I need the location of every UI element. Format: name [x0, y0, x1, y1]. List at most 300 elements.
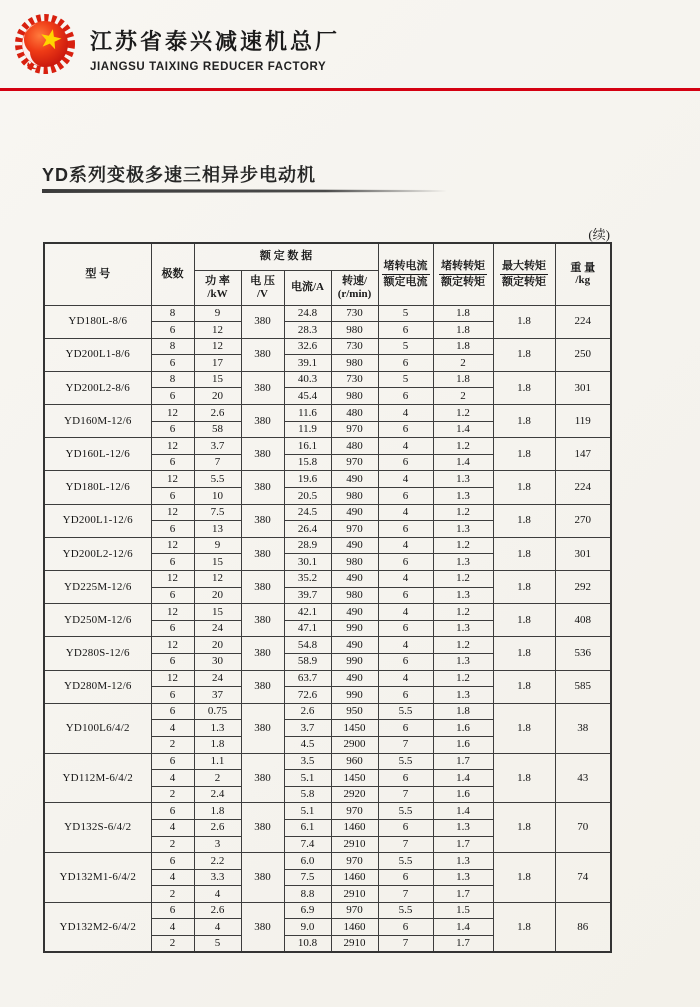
current-cell: 5.1	[284, 803, 331, 820]
locked-torque-ratio-cell: 1.2	[433, 537, 493, 554]
speed-cell: 2910	[331, 886, 378, 903]
voltage-cell: 380	[241, 604, 284, 637]
power-cell: 20	[194, 388, 241, 405]
header-poles: 极数	[151, 243, 194, 305]
locked-torque-ratio-cell: 1.2	[433, 637, 493, 654]
current-cell: 8.8	[284, 886, 331, 903]
power-cell: 15	[194, 371, 241, 388]
speed-cell: 1450	[331, 770, 378, 787]
model-cell: YD180L-12/6	[44, 471, 151, 504]
power-unit: /kW	[207, 287, 228, 300]
locked-torque-ratio-cell: 2	[433, 388, 493, 405]
max-torque-numerator: 最大转矩	[500, 260, 548, 275]
speed-cell: 980	[331, 554, 378, 571]
power-cell: 9	[194, 305, 241, 322]
voltage-cell: 380	[241, 571, 284, 604]
locked-current-ratio-cell: 4	[378, 405, 433, 422]
speed-cell: 970	[331, 421, 378, 438]
current-cell: 6.1	[284, 819, 331, 836]
power-cell: 7.5	[194, 504, 241, 521]
poles-cell: 6	[151, 521, 194, 538]
poles-cell: 12	[151, 438, 194, 455]
speed-cell: 490	[331, 571, 378, 588]
poles-cell: 4	[151, 919, 194, 936]
voltage-cell: 380	[241, 637, 284, 670]
locked-torque-ratio-cell: 1.7	[433, 753, 493, 770]
max-torque-cell: 1.8	[493, 305, 555, 338]
weight-cell: 250	[555, 338, 611, 371]
locked-torque-ratio-cell: 1.3	[433, 869, 493, 886]
power-cell: 2.6	[194, 405, 241, 422]
table-row	[44, 902, 611, 919]
locked-current-ratio-cell: 4	[378, 670, 433, 687]
locked-current-ratio-cell: 4	[378, 504, 433, 521]
max-torque-cell: 1.8	[493, 703, 555, 753]
locked-current-ratio-cell: 7	[378, 786, 433, 803]
weight-cell: 301	[555, 371, 611, 404]
speed-cell: 490	[331, 637, 378, 654]
weight-cell: 292	[555, 571, 611, 604]
weight-cell: 224	[555, 471, 611, 504]
header-model: 型 号	[44, 243, 151, 305]
page-title: YD系列变极多速三相异步电动机	[42, 165, 317, 185]
speed-cell: 480	[331, 405, 378, 422]
speed-cell: 990	[331, 687, 378, 704]
locked-current-denominator: 额定电流	[383, 275, 428, 288]
weight-cell: 74	[555, 853, 611, 903]
speed-cell: 490	[331, 670, 378, 687]
model-cell: YD280M-12/6	[44, 670, 151, 703]
power-cell: 15	[194, 604, 241, 621]
current-cell: 20.5	[284, 488, 331, 505]
poles-cell: 6	[151, 620, 194, 637]
power-cell: 24	[194, 670, 241, 687]
locked-current-ratio-cell: 6	[378, 454, 433, 471]
locked-current-ratio-cell: 5.5	[378, 753, 433, 770]
poles-cell: 12	[151, 604, 194, 621]
locked-current-ratio-cell: 4	[378, 471, 433, 488]
speed-cell: 970	[331, 803, 378, 820]
table-row	[44, 537, 611, 554]
current-cell: 54.8	[284, 637, 331, 654]
voltage-cell: 380	[241, 371, 284, 404]
current-cell: 30.1	[284, 554, 331, 571]
poles-cell: 4	[151, 720, 194, 737]
power-cell: 12	[194, 322, 241, 339]
locked-torque-ratio-cell: 1.2	[433, 604, 493, 621]
locked-torque-ratio-cell: 1.8	[433, 703, 493, 720]
model-cell: YD132M2-6/4/2	[44, 902, 151, 952]
current-cell: 39.7	[284, 587, 331, 604]
current-cell: 5.1	[284, 770, 331, 787]
current-cell: 40.3	[284, 371, 331, 388]
current-cell: 42.1	[284, 604, 331, 621]
locked-current-ratio-cell: 7	[378, 736, 433, 753]
voltage-cell: 380	[241, 803, 284, 853]
power-cell: 12	[194, 571, 241, 588]
model-cell: YD250M-12/6	[44, 604, 151, 637]
locked-current-ratio-cell: 4	[378, 637, 433, 654]
locked-current-ratio-cell: 6	[378, 355, 433, 372]
header-rule	[0, 88, 700, 91]
header-power	[194, 270, 241, 305]
power-label: 功 率	[205, 274, 230, 287]
locked-current-ratio-cell: 5.5	[378, 803, 433, 820]
poles-cell: 6	[151, 653, 194, 670]
model-cell: YD280S-12/6	[44, 637, 151, 670]
speed-cell: 1460	[331, 819, 378, 836]
power-cell: 2.6	[194, 902, 241, 919]
table-row	[44, 438, 611, 455]
company-logo	[14, 11, 78, 77]
voltage-cell: 380	[241, 670, 284, 703]
locked-torque-ratio-cell: 1.3	[433, 853, 493, 870]
power-cell: 5	[194, 936, 241, 953]
header-current: 电流/A	[284, 270, 331, 305]
speed-cell: 990	[331, 620, 378, 637]
speed-cell: 970	[331, 853, 378, 870]
locked-current-ratio-cell: 6	[378, 620, 433, 637]
locked-torque-ratio-cell: 1.8	[433, 338, 493, 355]
table-row	[44, 853, 611, 870]
locked-current-ratio-cell: 4	[378, 537, 433, 554]
max-torque-cell: 1.8	[493, 670, 555, 703]
locked-current-ratio-cell: 6	[378, 869, 433, 886]
locked-torque-ratio-cell: 1.7	[433, 886, 493, 903]
speed-cell: 980	[331, 488, 378, 505]
voltage-unit: /V	[257, 287, 268, 300]
locked-current-ratio-cell: 6	[378, 819, 433, 836]
locked-torque-numerator: 堵转转矩	[439, 260, 487, 275]
locked-current-ratio-cell: 6	[378, 587, 433, 604]
current-cell: 63.7	[284, 670, 331, 687]
poles-cell: 6	[151, 355, 194, 372]
weight-cell: 70	[555, 803, 611, 853]
speed-cell: 960	[331, 753, 378, 770]
model-cell: YD160L-12/6	[44, 438, 151, 471]
header-rated-data: 额 定 数 据	[194, 243, 378, 270]
locked-torque-ratio-cell: 1.2	[433, 504, 493, 521]
locked-torque-ratio-cell: 1.3	[433, 554, 493, 571]
table-row	[44, 637, 611, 654]
voltage-cell: 380	[241, 438, 284, 471]
speed-cell: 1450	[331, 720, 378, 737]
voltage-cell: 380	[241, 504, 284, 537]
poles-cell: 12	[151, 405, 194, 422]
speed-cell: 970	[331, 454, 378, 471]
locked-torque-ratio-cell: 1.3	[433, 687, 493, 704]
current-cell: 39.1	[284, 355, 331, 372]
locked-current-ratio-cell: 6	[378, 770, 433, 787]
power-cell: 13	[194, 521, 241, 538]
max-torque-cell: 1.8	[493, 504, 555, 537]
model-cell: YD200L2-8/6	[44, 371, 151, 404]
current-cell: 4.5	[284, 736, 331, 753]
poles-cell: 6	[151, 703, 194, 720]
power-cell: 7	[194, 454, 241, 471]
power-cell: 58	[194, 421, 241, 438]
weight-label: 重 量	[570, 261, 596, 274]
poles-cell: 6	[151, 388, 194, 405]
title-underline	[42, 189, 447, 193]
speed-cell: 490	[331, 471, 378, 488]
current-cell: 5.8	[284, 786, 331, 803]
current-cell: 16.1	[284, 438, 331, 455]
voltage-label: 电 压	[250, 274, 275, 287]
weight-cell: 119	[555, 405, 611, 438]
speed-cell: 980	[331, 388, 378, 405]
max-torque-cell: 1.8	[493, 753, 555, 803]
speed-cell: 980	[331, 322, 378, 339]
poles-cell: 2	[151, 736, 194, 753]
voltage-cell: 380	[241, 853, 284, 903]
locked-torque-ratio-cell: 1.2	[433, 405, 493, 422]
locked-torque-ratio-cell: 1.8	[433, 305, 493, 322]
power-cell: 12	[194, 338, 241, 355]
model-cell: YD132M1-6/4/2	[44, 853, 151, 903]
power-cell: 1.8	[194, 803, 241, 820]
weight-cell: 585	[555, 670, 611, 703]
poles-cell: 12	[151, 504, 194, 521]
poles-cell: 6	[151, 753, 194, 770]
locked-torque-ratio-cell: 1.3	[433, 521, 493, 538]
locked-current-ratio-cell: 6	[378, 919, 433, 936]
poles-cell: 6	[151, 488, 194, 505]
max-torque-cell: 1.8	[493, 338, 555, 371]
current-cell: 3.5	[284, 753, 331, 770]
speed-cell: 2900	[331, 736, 378, 753]
locked-current-ratio-cell: 6	[378, 554, 433, 571]
poles-cell: 12	[151, 670, 194, 687]
speed-cell: 730	[331, 338, 378, 355]
speed-cell: 730	[331, 305, 378, 322]
voltage-cell: 380	[241, 703, 284, 753]
current-cell: 28.9	[284, 537, 331, 554]
table-body	[44, 305, 611, 952]
locked-torque-ratio-cell: 1.4	[433, 803, 493, 820]
locked-current-ratio-cell: 4	[378, 604, 433, 621]
locked-current-ratio-cell: 6	[378, 322, 433, 339]
current-cell: 45.4	[284, 388, 331, 405]
company-name-cn: 江苏省泰兴减速机总厂	[90, 29, 341, 54]
poles-cell: 12	[151, 571, 194, 588]
power-cell: 9	[194, 537, 241, 554]
poles-cell: 8	[151, 338, 194, 355]
table-row	[44, 753, 611, 770]
power-cell: 20	[194, 637, 241, 654]
weight-cell: 270	[555, 504, 611, 537]
locked-current-ratio-cell: 5.5	[378, 703, 433, 720]
weight-cell: 536	[555, 637, 611, 670]
max-torque-cell: 1.8	[493, 604, 555, 637]
speed-cell: 980	[331, 355, 378, 372]
model-cell: YD100L6/4/2	[44, 703, 151, 753]
locked-current-ratio-cell: 7	[378, 886, 433, 903]
poles-cell: 2	[151, 936, 194, 953]
poles-cell: 6	[151, 454, 194, 471]
speed-label: 转速/	[341, 274, 368, 287]
weight-cell: 38	[555, 703, 611, 753]
locked-current-ratio-cell: 6	[378, 388, 433, 405]
current-cell: 26.4	[284, 521, 331, 538]
model-cell: YD132S-6/4/2	[44, 803, 151, 853]
max-torque-cell: 1.8	[493, 537, 555, 570]
locked-current-ratio-cell: 7	[378, 936, 433, 953]
locked-current-ratio-cell: 6	[378, 488, 433, 505]
locked-current-ratio-cell: 5.5	[378, 853, 433, 870]
weight-cell: 301	[555, 537, 611, 570]
model-cell: YD160M-12/6	[44, 405, 151, 438]
current-cell: 7.4	[284, 836, 331, 853]
power-cell: 30	[194, 653, 241, 670]
table-row	[44, 803, 611, 820]
locked-torque-ratio-cell: 1.2	[433, 438, 493, 455]
table-row	[44, 405, 611, 422]
voltage-cell: 380	[241, 537, 284, 570]
power-cell: 17	[194, 355, 241, 372]
locked-torque-ratio-cell: 1.4	[433, 770, 493, 787]
locked-current-ratio-cell: 5	[378, 371, 433, 388]
header-weight	[555, 243, 611, 305]
locked-current-ratio-cell: 6	[378, 421, 433, 438]
current-cell: 28.3	[284, 322, 331, 339]
locked-torque-ratio-cell: 1.5	[433, 902, 493, 919]
poles-cell: 2	[151, 786, 194, 803]
power-cell: 3.7	[194, 438, 241, 455]
power-cell: 2.4	[194, 786, 241, 803]
table-row	[44, 338, 611, 355]
locked-current-ratio-cell: 5.5	[378, 902, 433, 919]
voltage-cell: 380	[241, 753, 284, 803]
max-torque-cell: 1.8	[493, 902, 555, 952]
locked-current-ratio-cell: 7	[378, 836, 433, 853]
power-cell: 3	[194, 836, 241, 853]
voltage-cell: 380	[241, 902, 284, 952]
current-cell: 35.2	[284, 571, 331, 588]
weight-unit: /kg	[575, 274, 591, 287]
locked-current-numerator: 堵转电流	[382, 260, 430, 275]
table-row	[44, 703, 611, 720]
power-cell: 24	[194, 620, 241, 637]
speed-cell: 970	[331, 902, 378, 919]
speed-cell: 2910	[331, 936, 378, 953]
poles-cell: 6	[151, 421, 194, 438]
model-cell: YD225M-12/6	[44, 571, 151, 604]
table-row	[44, 504, 611, 521]
locked-current-ratio-cell: 6	[378, 521, 433, 538]
locked-torque-ratio-cell: 1.3	[433, 488, 493, 505]
speed-cell: 490	[331, 604, 378, 621]
max-torque-cell: 1.8	[493, 438, 555, 471]
model-cell: YD200L2-12/6	[44, 537, 151, 570]
current-cell: 58.9	[284, 653, 331, 670]
power-cell: 1.8	[194, 736, 241, 753]
weight-cell: 408	[555, 604, 611, 637]
model-cell: YD200L1-8/6	[44, 338, 151, 371]
model-cell: YD200L1-12/6	[44, 504, 151, 537]
table-row	[44, 305, 611, 322]
weight-cell: 147	[555, 438, 611, 471]
power-cell: 2	[194, 770, 241, 787]
locked-torque-denominator: 额定转矩	[441, 275, 485, 288]
power-cell: 37	[194, 687, 241, 704]
motor-spec-table	[43, 242, 612, 953]
company-name-en: JIANGSU TAIXING REDUCER FACTORY	[90, 61, 327, 73]
poles-cell: 8	[151, 305, 194, 322]
power-cell: 15	[194, 554, 241, 571]
speed-cell: 980	[331, 587, 378, 604]
locked-torque-ratio-cell: 1.3	[433, 587, 493, 604]
poles-cell: 4	[151, 869, 194, 886]
speed-unit: (r/min)	[337, 287, 372, 300]
max-torque-cell: 1.8	[493, 637, 555, 670]
model-cell: YD180L-8/6	[44, 305, 151, 338]
poles-cell: 4	[151, 770, 194, 787]
locked-current-ratio-cell: 4	[378, 571, 433, 588]
poles-cell: 6	[151, 587, 194, 604]
current-cell: 3.7	[284, 720, 331, 737]
poles-cell: 12	[151, 471, 194, 488]
speed-cell: 480	[331, 438, 378, 455]
max-torque-denominator: 额定转矩	[502, 275, 546, 288]
current-cell: 7.5	[284, 869, 331, 886]
locked-current-ratio-cell: 5	[378, 305, 433, 322]
table-row	[44, 471, 611, 488]
poles-cell: 2	[151, 886, 194, 903]
header-voltage	[241, 270, 284, 305]
power-cell: 2.2	[194, 853, 241, 870]
table-row	[44, 604, 611, 621]
current-cell: 32.6	[284, 338, 331, 355]
max-torque-cell: 1.8	[493, 803, 555, 853]
current-cell: 11.6	[284, 405, 331, 422]
power-cell: 4	[194, 886, 241, 903]
voltage-cell: 380	[241, 338, 284, 371]
voltage-cell: 380	[241, 305, 284, 338]
locked-current-ratio-cell: 6	[378, 720, 433, 737]
locked-current-ratio-cell: 5	[378, 338, 433, 355]
current-cell: 6.0	[284, 853, 331, 870]
speed-cell: 2920	[331, 786, 378, 803]
weight-cell: 224	[555, 305, 611, 338]
max-torque-cell: 1.8	[493, 471, 555, 504]
power-cell: 4	[194, 919, 241, 936]
speed-cell: 490	[331, 504, 378, 521]
max-torque-cell: 1.8	[493, 371, 555, 404]
power-cell: 2.6	[194, 819, 241, 836]
poles-cell: 6	[151, 554, 194, 571]
locked-torque-ratio-cell: 1.7	[433, 936, 493, 953]
max-torque-cell: 1.8	[493, 853, 555, 903]
locked-torque-ratio-cell: 1.3	[433, 653, 493, 670]
locked-torque-ratio-cell: 1.4	[433, 919, 493, 936]
current-cell: 19.6	[284, 471, 331, 488]
power-cell: 20	[194, 587, 241, 604]
power-cell: 0.75	[194, 703, 241, 720]
model-cell: YD112M-6/4/2	[44, 753, 151, 803]
current-cell: 15.8	[284, 454, 331, 471]
table-row	[44, 571, 611, 588]
poles-cell: 6	[151, 853, 194, 870]
table-row	[44, 670, 611, 687]
poles-cell: 6	[151, 322, 194, 339]
header-speed	[331, 270, 378, 305]
speed-cell: 1460	[331, 869, 378, 886]
voltage-cell: 380	[241, 471, 284, 504]
locked-torque-ratio-cell: 1.3	[433, 620, 493, 637]
continued-label: (续)	[588, 227, 610, 242]
power-cell: 1.3	[194, 720, 241, 737]
